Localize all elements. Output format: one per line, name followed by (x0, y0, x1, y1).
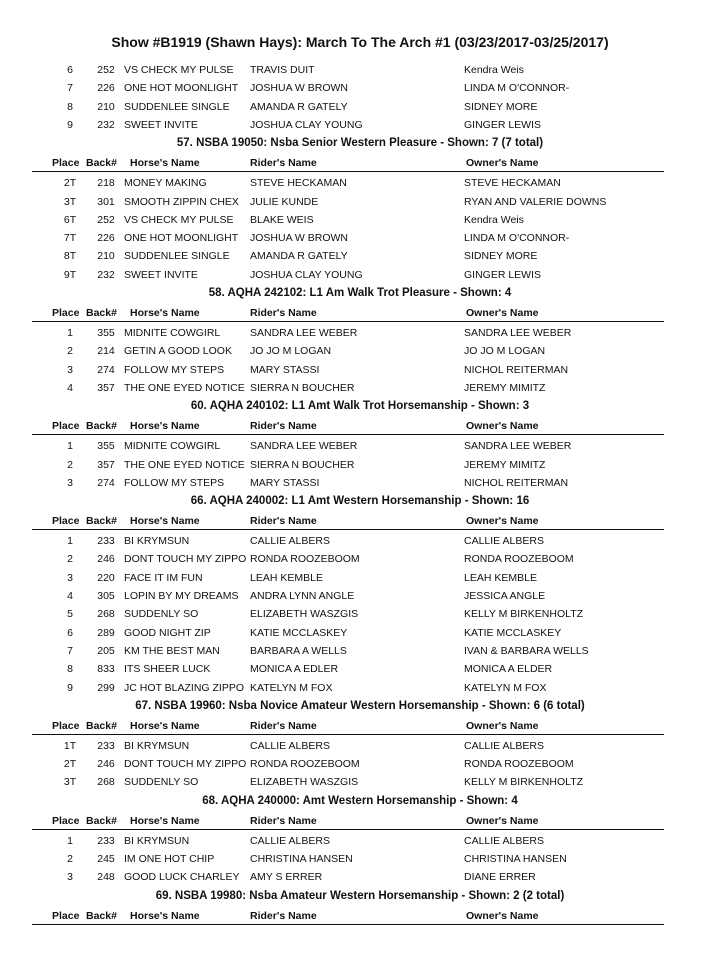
header-rider-name: Rider's Name (250, 814, 317, 827)
place-cell: 1 (67, 327, 73, 339)
header-rule (32, 171, 664, 172)
owner-name-cell: LINDA M O'CONNOR- (464, 232, 570, 245)
result-row (0, 606, 720, 624)
owner-name-cell: SIDNEY MORE (464, 250, 538, 263)
rider-name-cell: STEVE HECKAMAN (250, 177, 347, 190)
header-rule (32, 924, 664, 925)
result-row (0, 738, 720, 756)
back-number-cell: 833 (97, 663, 115, 676)
header-back-number: Back# (86, 420, 117, 433)
place-cell: 7 (67, 82, 73, 95)
rider-name-cell: JO JO M LOGAN (250, 345, 332, 358)
header-rule (32, 434, 664, 435)
horse-name-cell: THE ONE EYED NOTICE (124, 381, 245, 394)
horse-name-cell: DONT TOUCH MY ZIPPO (124, 758, 247, 771)
place-cell: 3 (67, 363, 73, 376)
back-number-cell: 218 (97, 177, 115, 190)
rider-name-cell: SIERRA N BOUCHER (250, 458, 355, 471)
rider-name-cell: JOSHUA CLAY YOUNG (250, 268, 363, 281)
result-row (0, 212, 720, 230)
horse-name-cell: DONT TOUCH MY ZIPPO (124, 553, 247, 566)
owner-name-cell: IVAN & BARBARA WELLS (464, 644, 589, 657)
header-rule (32, 529, 664, 530)
back-number-cell: 355 (97, 440, 115, 453)
result-row (0, 117, 720, 135)
header-owner-name: Owner's Name (466, 719, 539, 732)
result-row (0, 62, 720, 80)
owner-name-cell: RONDA ROOZEBOOM (464, 553, 574, 566)
rider-name-cell: RONDA ROOZEBOOM (250, 758, 360, 771)
header-rider-name: Rider's Name (250, 909, 317, 922)
horse-name-cell: MIDNITE COWGIRL (124, 440, 221, 453)
horse-name-cell: BI KRYMSUN (124, 535, 190, 548)
header-rider-name: Rider's Name (250, 515, 317, 528)
class-title: 57. NSBA 19050: Nsba Senior Western Pleasure - Shown: 7 (7 total) (176, 137, 544, 150)
horse-name-cell: ONE HOT MOONLIGHT (124, 232, 239, 245)
back-number-cell: 210 (97, 250, 115, 263)
owner-name-cell: Kendra Weis (464, 213, 524, 226)
owner-name-cell: GINGER LEWIS (464, 118, 542, 131)
result-row (0, 99, 720, 117)
rider-name-cell: CHRISTINA HANSEN (250, 853, 353, 865)
horse-name-cell: THE ONE EYED NOTICE (124, 458, 245, 471)
rider-name-cell: MARY STASSI (250, 363, 320, 376)
place-cell: 2T (63, 177, 77, 190)
header-rider-name: Rider's Name (250, 307, 317, 319)
place-cell: 1 (67, 440, 73, 453)
header-rider-name: Rider's Name (250, 157, 317, 170)
header-owner-name: Owner's Name (466, 157, 539, 170)
rider-name-cell: BLAKE WEIS (250, 213, 314, 226)
horse-name-cell: BI KRYMSUN (124, 739, 190, 752)
place-cell: 3 (67, 476, 73, 489)
rider-name-cell: AMY S ERRER (250, 871, 323, 884)
result-row (0, 551, 720, 569)
header-horse-name: Horse's Name (130, 515, 200, 528)
place-cell: 3T (63, 195, 77, 208)
owner-name-cell: CHRISTINA HANSEN (464, 853, 567, 865)
rider-name-cell: ELIZABETH WASZGIS (250, 608, 359, 621)
back-number-cell: 233 (97, 739, 115, 752)
horse-name-cell: ITS SHEER LUCK (124, 663, 211, 676)
rider-name-cell: SANDRA LEE WEBER (250, 327, 358, 339)
place-cell: 2T (63, 758, 77, 771)
horse-name-cell: SUDDENLEE SINGLE (124, 100, 230, 113)
header-rule (32, 734, 664, 735)
result-row (0, 851, 720, 869)
horse-name-cell: FOLLOW MY STEPS (124, 363, 225, 376)
result-row (0, 475, 720, 493)
result-row (0, 325, 720, 343)
rider-name-cell: LEAH KEMBLE (250, 571, 323, 584)
header-horse-name: Horse's Name (130, 814, 200, 827)
horse-name-cell: MONEY MAKING (124, 177, 207, 190)
horse-name-cell: SUDDENLY SO (124, 776, 199, 789)
result-row (0, 588, 720, 606)
class-title: 66. AQHA 240002: L1 Amt Western Horsemanship - Shown: 16 (190, 495, 530, 508)
back-number-cell: 233 (97, 535, 115, 548)
place-cell: 8 (67, 663, 73, 676)
place-cell: 7 (67, 644, 73, 657)
back-number-cell: 274 (97, 363, 115, 376)
back-number-cell: 232 (97, 268, 115, 281)
owner-name-cell: SIDNEY MORE (464, 100, 538, 113)
result-row (0, 533, 720, 551)
horse-name-cell: SMOOTH ZIPPIN CHEX (124, 195, 239, 208)
result-row (0, 343, 720, 361)
place-cell: 2 (67, 458, 73, 471)
back-number-cell: 301 (97, 195, 115, 208)
owner-name-cell: Kendra Weis (464, 64, 524, 76)
place-cell: 4 (67, 590, 73, 602)
horse-name-cell: SUDDENLEE SINGLE (124, 250, 230, 263)
result-row (0, 774, 720, 792)
header-back-number: Back# (86, 719, 117, 732)
result-row (0, 457, 720, 475)
owner-name-cell: SANDRA LEE WEBER (464, 440, 572, 453)
header-place: Place (52, 420, 80, 433)
owner-name-cell: DIANE ERRER (464, 871, 536, 884)
place-cell: 6 (67, 626, 73, 639)
horse-name-cell: GETIN A GOOD LOOK (124, 345, 232, 358)
horse-name-cell: KM THE BEST MAN (124, 644, 220, 657)
place-cell: 2 (67, 345, 73, 358)
horse-name-cell: GOOD NIGHT ZIP (124, 626, 211, 639)
owner-name-cell: LEAH KEMBLE (464, 571, 537, 584)
header-back-number: Back# (86, 814, 117, 827)
header-horse-name: Horse's Name (130, 157, 200, 170)
rider-name-cell: MONICA A EDLER (250, 663, 339, 676)
result-row (0, 248, 720, 266)
result-row (0, 362, 720, 380)
horse-name-cell: SWEET INVITE (124, 268, 198, 281)
back-number-cell: 357 (97, 458, 115, 471)
owner-name-cell: STEVE HECKAMAN (464, 177, 561, 190)
back-number-cell: 289 (97, 626, 115, 639)
owner-name-cell: JO JO M LOGAN (464, 345, 546, 358)
rider-name-cell: KATELYN M FOX (250, 681, 333, 694)
back-number-cell: 357 (97, 381, 115, 394)
horse-name-cell: SWEET INVITE (124, 118, 198, 131)
owner-name-cell: KATIE MCCLASKEY (464, 626, 562, 639)
header-back-number: Back# (86, 515, 117, 528)
back-number-cell: 268 (97, 608, 115, 621)
result-row (0, 380, 720, 398)
place-cell: 2 (67, 853, 73, 865)
horse-name-cell: SUDDENLY SO (124, 608, 199, 621)
place-cell: 9T (63, 268, 77, 281)
rider-name-cell: SIERRA N BOUCHER (250, 381, 355, 394)
class-title: 68. AQHA 240000: Amt Western Horsemanship - Shown: 4 (202, 794, 518, 807)
header-place: Place (52, 814, 80, 827)
rider-name-cell: ELIZABETH WASZGIS (250, 776, 359, 789)
owner-name-cell: SANDRA LEE WEBER (464, 327, 572, 339)
header-rule (32, 321, 664, 322)
header-owner-name: Owner's Name (466, 909, 539, 922)
header-owner-name: Owner's Name (466, 515, 539, 528)
owner-name-cell: JEREMY MIMITZ (464, 381, 546, 394)
horse-name-cell: FOLLOW MY STEPS (124, 476, 225, 489)
place-cell: 9 (67, 118, 73, 131)
back-number-cell: 226 (97, 232, 115, 245)
rider-name-cell: RONDA ROOZEBOOM (250, 553, 360, 566)
header-place: Place (52, 719, 80, 732)
result-row (0, 869, 720, 887)
back-number-cell: 268 (97, 776, 115, 789)
result-row (0, 833, 720, 851)
result-row (0, 570, 720, 588)
header-rule (32, 829, 664, 830)
horse-name-cell: VS CHECK MY PULSE (124, 64, 234, 76)
header-horse-name: Horse's Name (130, 420, 200, 433)
header-horse-name: Horse's Name (130, 909, 200, 922)
rider-name-cell: TRAVIS DUIT (250, 64, 315, 76)
result-row (0, 680, 720, 698)
header-place: Place (52, 515, 80, 528)
back-number-cell: 220 (97, 571, 115, 584)
back-number-cell: 246 (97, 758, 115, 771)
owner-name-cell: NICHOL REITERMAN (464, 476, 569, 489)
rider-name-cell: JOSHUA CLAY YOUNG (250, 118, 363, 131)
place-cell: 1T (63, 739, 77, 752)
back-number-cell: 246 (97, 553, 115, 566)
rider-name-cell: AMANDA R GATELY (250, 250, 348, 263)
header-place: Place (52, 157, 80, 170)
result-row (0, 230, 720, 248)
rider-name-cell: JULIE KUNDE (250, 195, 319, 208)
back-number-cell: 205 (97, 644, 115, 657)
header-owner-name: Owner's Name (466, 420, 539, 433)
owner-name-cell: CALLIE ALBERS (464, 535, 544, 548)
result-row (0, 267, 720, 285)
header-back-number: Back# (86, 909, 117, 922)
rider-name-cell: CALLIE ALBERS (250, 739, 330, 752)
owner-name-cell: MONICA A ELDER (464, 663, 553, 676)
header-place: Place (52, 307, 80, 319)
rider-name-cell: MARY STASSI (250, 476, 320, 489)
place-cell: 3T (63, 776, 77, 789)
owner-name-cell: CALLIE ALBERS (464, 739, 544, 752)
back-number-cell: 245 (97, 853, 115, 865)
rider-name-cell: SANDRA LEE WEBER (250, 440, 358, 453)
place-cell: 2 (67, 553, 73, 566)
place-cell: 5 (67, 608, 73, 621)
header-place: Place (52, 909, 80, 922)
back-number-cell: 233 (97, 834, 115, 847)
back-number-cell: 214 (97, 345, 115, 358)
owner-name-cell: NICHOL REITERMAN (464, 363, 569, 376)
back-number-cell: 252 (97, 213, 115, 226)
horse-name-cell: ONE HOT MOONLIGHT (124, 82, 239, 95)
rider-name-cell: JOSHUA W BROWN (250, 82, 349, 95)
owner-name-cell: CALLIE ALBERS (464, 834, 544, 847)
class-title: 58. AQHA 242102: L1 Am Walk Trot Pleasure - Shown: 4 (208, 287, 512, 299)
result-row (0, 438, 720, 456)
horse-name-cell: IM ONE HOT CHIP (124, 853, 215, 865)
rider-name-cell: JOSHUA W BROWN (250, 232, 349, 245)
horse-name-cell: FACE IT IM FUN (124, 571, 203, 584)
page-title: Show #B1919 (Shawn Hays): March To The Arch #1 (03/23/2017-03/25/2017) (111, 34, 609, 50)
place-cell: 4 (67, 381, 73, 394)
back-number-cell: 210 (97, 100, 115, 113)
back-number-cell: 252 (97, 64, 115, 76)
result-row (0, 756, 720, 774)
owner-name-cell: KATELYN M FOX (464, 681, 547, 694)
place-cell: 8 (67, 100, 73, 113)
header-owner-name: Owner's Name (466, 307, 539, 319)
header-owner-name: Owner's Name (466, 814, 539, 827)
back-number-cell: 226 (97, 82, 115, 95)
horse-name-cell: JC HOT BLAZING ZIPPO (124, 681, 244, 694)
place-cell: 1 (67, 535, 73, 548)
header-horse-name: Horse's Name (130, 307, 200, 319)
owner-name-cell: KELLY M BIRKENHOLTZ (464, 776, 584, 789)
rider-name-cell: KATIE MCCLASKEY (250, 626, 348, 639)
result-row (0, 643, 720, 661)
class-title: 69. NSBA 19980: Nsba Amateur Western Horsemanship - Shown: 2 (2 total) (155, 889, 565, 902)
horse-name-cell: BI KRYMSUN (124, 834, 190, 847)
header-rider-name: Rider's Name (250, 719, 317, 732)
place-cell: 9 (67, 681, 73, 694)
rider-name-cell: AMANDA R GATELY (250, 100, 348, 113)
result-row (0, 194, 720, 212)
owner-name-cell: JEREMY MIMITZ (464, 458, 546, 471)
back-number-cell: 299 (97, 681, 115, 694)
header-back-number: Back# (86, 157, 117, 170)
header-rider-name: Rider's Name (250, 420, 317, 433)
result-row (0, 625, 720, 643)
horse-name-cell: GOOD LUCK CHARLEY (124, 871, 240, 884)
back-number-cell: 232 (97, 118, 115, 131)
rider-name-cell: CALLIE ALBERS (250, 834, 330, 847)
rider-name-cell: CALLIE ALBERS (250, 535, 330, 548)
owner-name-cell: GINGER LEWIS (464, 268, 542, 281)
back-number-cell: 305 (97, 590, 115, 602)
owner-name-cell: LINDA M O'CONNOR- (464, 82, 570, 95)
result-row (0, 80, 720, 98)
place-cell: 3 (67, 871, 73, 884)
horse-name-cell: VS CHECK MY PULSE (124, 213, 234, 226)
place-cell: 3 (67, 571, 73, 584)
back-number-cell: 248 (97, 871, 115, 884)
place-cell: 8T (63, 250, 77, 263)
rider-name-cell: ANDRA LYNN ANGLE (250, 590, 355, 602)
header-back-number: Back# (86, 307, 117, 319)
horse-name-cell: MIDNITE COWGIRL (124, 327, 221, 339)
owner-name-cell: JESSICA ANGLE (464, 590, 546, 602)
rider-name-cell: BARBARA A WELLS (250, 644, 347, 657)
result-row (0, 175, 720, 193)
place-cell: 1 (67, 834, 73, 847)
owner-name-cell: KELLY M BIRKENHOLTZ (464, 608, 584, 621)
class-title: 67. NSBA 19960: Nsba Novice Amateur Western Horsemanship - Shown: 6 (6 total) (135, 699, 585, 712)
result-row (0, 661, 720, 679)
class-title: 60. AQHA 240102: L1 Amt Walk Trot Horsemanship - Shown: 3 (190, 400, 530, 413)
place-cell: 6 (67, 64, 73, 76)
owner-name-cell: RYAN AND VALERIE DOWNS (464, 195, 607, 208)
place-cell: 7T (63, 232, 77, 245)
owner-name-cell: RONDA ROOZEBOOM (464, 758, 574, 771)
back-number-cell: 355 (97, 327, 115, 339)
header-horse-name: Horse's Name (130, 719, 200, 732)
back-number-cell: 274 (97, 476, 115, 489)
horse-name-cell: LOPIN BY MY DREAMS (124, 590, 239, 602)
place-cell: 6T (63, 213, 77, 226)
